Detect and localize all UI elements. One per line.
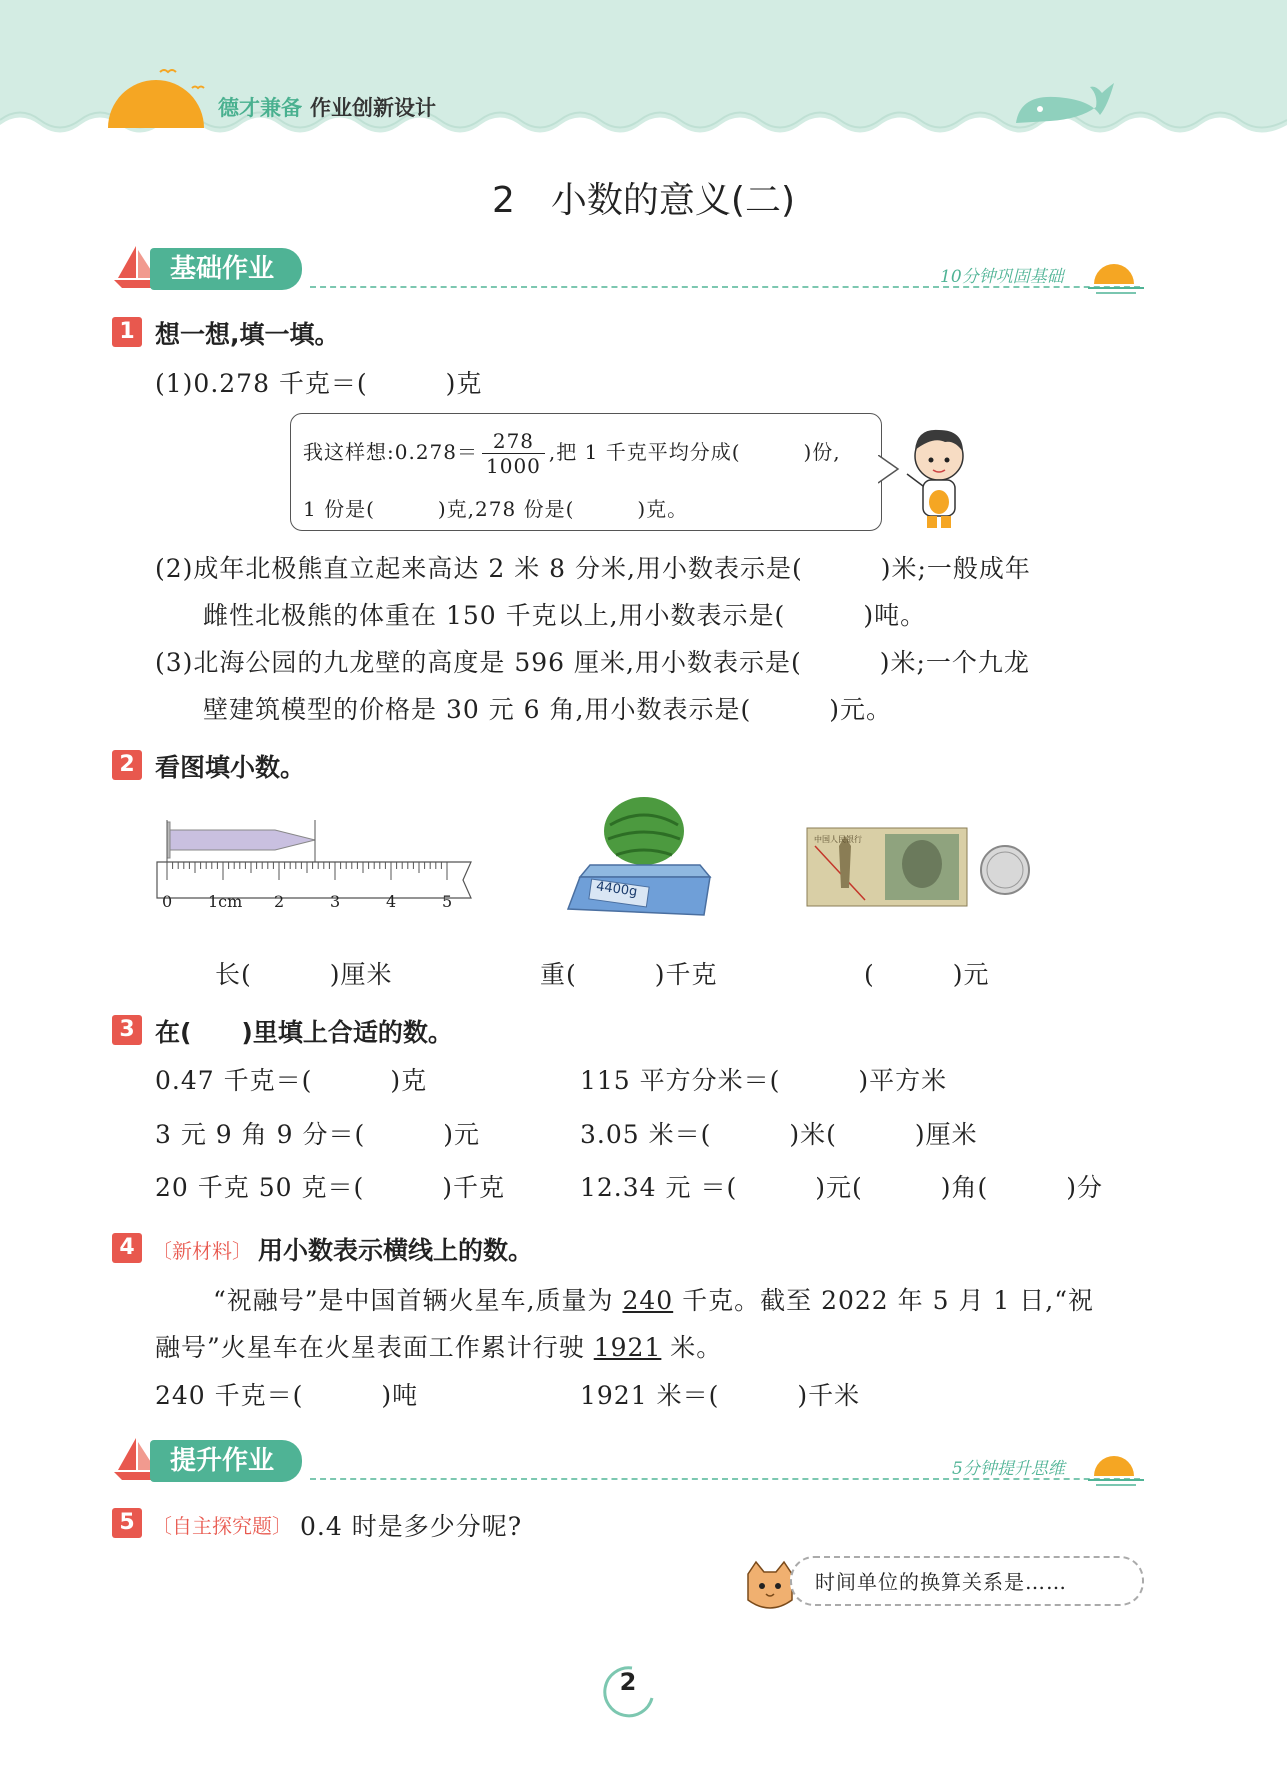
section-note-advanced: 5分钟提升思维 <box>952 1459 1065 1479</box>
underlined-number: 1921 <box>593 1333 662 1362</box>
page-number: 2 <box>619 1668 637 1696</box>
fraction-numerator: 278 <box>482 431 545 454</box>
section-tab-advanced: 提升作业 <box>150 1440 302 1482</box>
hint-line2: 1 份是( )克,278 份是( )克。 <box>303 497 689 521</box>
hint-text: 时间单位的换算关系是…… <box>815 1570 1067 1594</box>
section-note-basic: 10分钟巩固基础 <box>940 267 1064 287</box>
ruler-label: 3 <box>330 892 341 911</box>
sun-icon-small <box>1088 250 1148 295</box>
scale-with-watermelon <box>560 795 720 920</box>
question-number: 3 <box>112 1015 142 1045</box>
ruler-label: 1cm <box>208 892 243 911</box>
page-title: 2 小数的意义(二) <box>492 180 795 221</box>
q1-part1: (1)0.278 千克＝( )克 <box>155 369 483 398</box>
hint-line1 <box>303 431 841 476</box>
boy-illustration <box>895 420 975 532</box>
q1-part3-line2: 壁建筑模型的价格是 30 元 6 角,用小数表示是( )元。 <box>203 695 892 724</box>
question-heading: 用小数表示横线上的数。 <box>258 1236 534 1265</box>
q1-part3-line1: (3)北海公园的九龙壁的高度是 596 厘米,用小数表示是( )米;一个九龙 <box>155 648 1030 677</box>
q4-paragraph-line2 <box>155 1328 722 1364</box>
q4-answer2: 1921 米＝( )千米 <box>580 1381 861 1410</box>
text: 融号”火星车在火星表面工作累计行驶 <box>155 1333 594 1362</box>
question-number: 1 <box>112 317 142 347</box>
q1-part2-line1: (2)成年北极熊直立起来高达 2 米 8 分米,用小数表示是( )米;一般成年 <box>155 554 1031 583</box>
question-tag: 〔自主探究题〕 <box>152 1514 292 1538</box>
answer-money: ( )元 <box>864 960 990 989</box>
brand-black: 作业创新设计 <box>310 96 436 120</box>
q3-item: 3 元 9 角 9 分＝( )元 <box>155 1120 480 1149</box>
ruler-label: 2 <box>274 892 285 911</box>
question-tag: 〔新材料〕 <box>152 1239 252 1263</box>
text: 千克。截至 2022 年 5 月 1 日,“祝 <box>673 1286 1094 1315</box>
question-heading: 想一想,填一填。 <box>155 320 340 349</box>
ruler-label: 5 <box>442 892 453 911</box>
hint-prefix: 我这样想:0.278＝ <box>303 440 478 464</box>
sun-icon-small <box>1088 1442 1148 1487</box>
question-number: 2 <box>112 750 142 780</box>
q4-answer1: 240 千克＝( )吨 <box>155 1381 419 1410</box>
answer-length: 长( )厘米 <box>215 960 393 989</box>
sun-icon <box>100 60 210 130</box>
q3-item: 0.47 千克＝( )克 <box>155 1066 428 1095</box>
q4-paragraph-line1 <box>213 1281 1094 1317</box>
brand-green: 德才兼备 <box>218 96 302 120</box>
q3-item: 3.05 米＝( )米( )厘米 <box>580 1120 978 1149</box>
q5-text: 0.4 时是多少分呢? <box>300 1512 523 1541</box>
ruler-label: 4 <box>386 892 397 911</box>
banknote-text: 中国人民银行 <box>814 835 862 844</box>
scale-reading: 4400g <box>595 879 639 900</box>
question-heading: 在( )里填上合适的数。 <box>155 1018 453 1047</box>
brand <box>218 92 436 122</box>
text: 米。 <box>661 1333 723 1362</box>
q3-item: 20 千克 50 克＝( )千克 <box>155 1173 505 1202</box>
underlined-number: 240 <box>622 1286 674 1315</box>
hint-suffix: ,把 1 千克平均分成( )份, <box>548 440 841 464</box>
question-number: 4 <box>112 1233 142 1263</box>
q3-item: 12.34 元 ＝( )元( )角( )分 <box>580 1173 1103 1202</box>
question-heading: 看图填小数。 <box>155 753 306 782</box>
q3-item: 115 平方分米＝( )平方米 <box>580 1066 948 1095</box>
ruler-label: 0 <box>162 892 173 911</box>
q1-part2-line2: 雌性北极熊的体重在 150 千克以上,用小数表示是( )吨。 <box>203 601 927 630</box>
fraction-denominator: 1000 <box>486 454 541 478</box>
section-tab-basic: 基础作业 <box>150 248 302 290</box>
fraction <box>482 431 545 476</box>
answer-weight: 重( )千克 <box>540 960 718 989</box>
text: “祝融号”是中国首辆火星车,质量为 <box>213 1286 623 1315</box>
whale-icon <box>1010 75 1120 135</box>
question-number: 5 <box>112 1508 142 1538</box>
ruler-labels <box>155 818 475 918</box>
